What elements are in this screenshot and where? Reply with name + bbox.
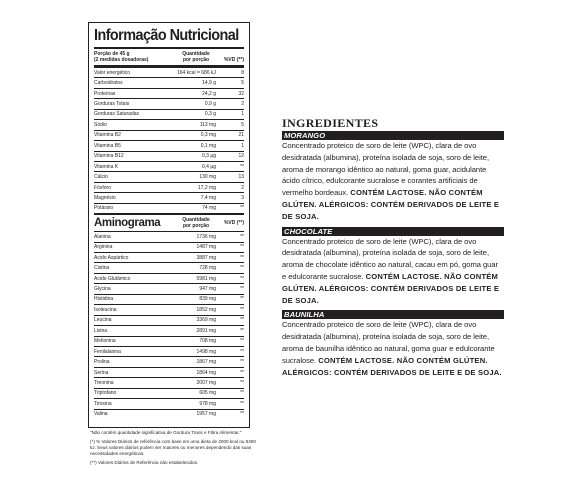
row-daily-value: ** [240,275,244,282]
table-row [94,67,244,77]
row-label: Potássio [94,205,114,212]
row-quantity: 1852 mg [196,306,216,313]
table-row [94,325,244,335]
row-quantity: 1487 mg [196,244,216,251]
row-label: Valor energético [94,69,131,76]
row-quantity: 113 mg [199,121,216,128]
row-quantity: 1957 mg [196,411,216,418]
table-row [94,109,244,119]
row-label: Treonina [94,379,114,386]
flavor-label: MORANGO [282,131,504,140]
row-daily-value: ** [240,379,244,386]
row-daily-value: ** [240,369,244,376]
table-row [94,182,244,192]
row-label: Carboidratos [94,80,123,87]
table-row [94,304,244,314]
amino-qty-header: Quantidade [182,217,210,224]
flavor-block-chocolate [282,227,504,307]
ingredients-text: Concentrado proteico de soro de leite (WPC), clara de ovo desidratada (albumina), proteína isolada de soja, soro de leite, aroma de morango idêntico ao natural, goma guar, acidulante ácido cítrico, edulcorante sucralose e corantes artificiais de vermelho bordeaux. [282,141,490,198]
aminogram-header [94,213,244,231]
table-row [94,77,244,87]
table-row [94,88,244,98]
row-quantity: 130 mg [199,174,216,181]
row-quantity: 7,4 mg [200,194,216,201]
flavor-block-morango [282,131,504,223]
row-quantity: 0,3 µg [201,153,216,160]
row-label: Cálcio [94,174,108,181]
row-label: Serina [94,369,109,376]
qty-sub-header: por porção [182,57,210,63]
row-label: Lisina [94,327,108,334]
table-row [94,409,244,419]
row-quantity: 0,4 µg [201,163,216,170]
table-row [94,294,244,304]
row-daily-value: 1 [241,111,244,118]
row-daily-value: 8 [241,69,244,76]
row-quantity: 74 mg [202,205,216,212]
aminogram-title: Aminograma [94,217,161,230]
row-daily-value: ** [240,411,244,418]
row-label: Tirosina [94,400,112,407]
row-label: Proteínas [94,90,116,97]
row-daily-value: 5 [241,80,244,87]
row-quantity: 1736 mg [196,233,216,240]
row-label: Vitamina B12 [94,153,124,160]
row-quantity: 2007 mg [196,379,216,386]
row-label: Gorduras Saturadas [94,111,140,118]
footnote-trans-fat: "Não contém quantidade significativa de Gordura Trans e Fibra Alimentar." [90,430,242,435]
flavor-label: BAUNILHA [282,310,504,319]
footnote-daily-values: (*) % Valores Diários de referência com base em uma dieta de 2000 kcal ou 8400 kJ. Seus valores diários podem ser maiores ou menores dependendo das suas necessidades energéticas. [90,438,256,457]
row-quantity: 1498 mg [196,348,216,355]
row-daily-value: 1 [241,142,244,149]
row-quantity: 164 kcal = 686 kJ [176,69,216,76]
row-quantity: 0,3 g [204,111,216,118]
table-row [94,171,244,181]
table-row [94,398,244,408]
table-row [94,252,244,262]
table-row [94,151,244,161]
table-row [94,377,244,387]
row-daily-value: ** [240,286,244,293]
row-label: Metionina [94,338,116,345]
row-label: Valina [94,411,108,418]
nutrition-facts-panel [88,22,250,428]
row-quantity: 17,2 mg [197,184,216,191]
row-daily-value: ** [240,163,244,170]
row-label: Magnésio [94,194,116,201]
row-quantity: 0,9 g [204,101,216,108]
row-daily-value: ** [240,265,244,272]
portion-sub-label: (2 medidas dosadoras) [94,57,149,63]
row-daily-value: ** [240,254,244,261]
row-label: Triptofano [94,390,117,397]
table-row [94,192,244,202]
qty-header: Quantidade [182,51,210,57]
row-label: Vitamina K [94,163,119,170]
row-daily-value: ** [240,317,244,324]
ingredients-title: INGREDIENTES [282,118,379,130]
table-row [94,367,244,377]
row-quantity: 947 mg [199,286,216,293]
row-quantity: 0,3 mg [200,132,216,139]
row-label: Ácido Glutâmico [94,275,131,282]
row-quantity: 605 mg [199,390,216,397]
vd-header: %VD (**) [223,57,244,63]
row-quantity: 14,9 g [202,80,216,87]
row-daily-value: 3 [241,194,244,201]
aminogram-table [94,231,244,419]
table-row [94,273,244,283]
table-row [94,336,244,346]
row-label: Histidina [94,296,114,303]
row-daily-value: ** [240,390,244,397]
row-label: Vitamina B5 [94,142,121,149]
ingredients-section [282,118,504,382]
row-daily-value: 2 [241,101,244,108]
row-label: Vitamina B2 [94,132,121,139]
row-daily-value: ** [240,296,244,303]
row-daily-value: 13 [238,174,244,181]
table-row [94,388,244,398]
row-daily-value: 12 [238,153,244,160]
table-row [94,119,244,129]
row-quantity: 839 mg [199,296,216,303]
row-label: Ácido Aspártico [94,254,129,261]
amino-vd-header: %VD (**) [223,220,244,227]
row-quantity: 5981 mg [196,275,216,282]
row-daily-value: ** [240,348,244,355]
row-label: Fósforo [94,184,111,191]
row-daily-value: ** [240,205,244,212]
row-label: Glycina [94,286,111,293]
table-row [94,231,244,241]
ingredients-text: Concentrado proteico de soro de leite (WPC), clara de ovo desidratada (albumina), proteína isolada de soja, soro de leite, aroma de chocolate idêntico ao natural, cacau em pó, goma guar e edulcorante sucralose. [282,236,498,281]
amino-qty-sub-header: por porção [182,223,210,230]
table-row [94,242,244,252]
row-quantity: 0,1 mg [200,142,216,149]
row-daily-value: 2 [241,184,244,191]
row-quantity: 1867 mg [196,359,216,366]
row-label: Alanina [94,233,111,240]
portion-label: Porção de 45 g [94,51,130,57]
allergen-warning: CONTÉM LACTOSE. NÃO CONTÉM GLÚTEN. ALÉRGICOS: CONTÉM DERIVADOS DE LEITE E DE SOJA. [282,271,500,305]
table-row [94,315,244,325]
nutrition-table [94,67,244,213]
row-daily-value: ** [240,338,244,345]
row-daily-value: ** [240,327,244,334]
row-label: Isoleucina [94,306,117,313]
row-quantity: 3887 mg [196,254,216,261]
row-quantity: 978 mg [199,400,216,407]
row-label: Cistina [94,265,110,272]
row-quantity: 1864 mg [196,369,216,376]
row-label: Prolina [94,359,110,366]
row-quantity: 728 mg [199,265,216,272]
table-row [94,262,244,272]
row-label: Leucina [94,317,112,324]
table-row [94,130,244,140]
row-label: Arginina [94,244,113,251]
flavor-block-baunilha [282,310,504,378]
table-row [94,98,244,108]
row-daily-value: ** [240,233,244,240]
table-row [94,140,244,150]
row-daily-value: 21 [238,132,244,139]
row-daily-value: ** [240,359,244,366]
allergen-warning: CONTÉM LACTOSE. NÃO CONTÉM GLÚTEN. ALÉRGICOS: CONTÉM DERIVADOS DE LEITE E DE SOJA. [282,188,500,221]
row-label: Fenilalanina [94,348,121,355]
footnotes [90,430,260,469]
allergen-warning: CONTÉM LACTOSE. NÃO CONTÉM GLÚTEN. ALÉRGICOS: CONTÉM DERIVADOS DE LEITE E DE SOJA. [282,355,502,377]
row-daily-value: ** [240,400,244,407]
row-quantity: 708 mg [199,338,216,345]
table-row [94,356,244,366]
row-label: Gorduras Totais [94,101,130,108]
nutrition-title: Informação Nutricional [94,27,239,44]
flavor-label: CHOCOLATE [282,227,504,236]
table-row [94,283,244,293]
row-quantity: 2891 mg [196,327,216,334]
table-row [94,346,244,356]
footnote-not-established: (**) Valores Diários de Referência não estabelecidos. [90,460,199,466]
table-row [94,161,244,171]
row-quantity: 24,2 g [202,90,216,97]
row-daily-value: ** [240,244,244,251]
ingredients-text: Concentrado proteico de soro de leite (WPC), clara de ovo desidratada (albumina), proteína isolada de soja, soro de leite, aroma de baunilha idêntico ao natural, goma guar e edulcorante sucralose. [282,320,495,365]
row-daily-value: ** [240,306,244,313]
nutrition-header [94,49,244,65]
row-daily-value: 5 [241,121,244,128]
row-label: Sódio [94,121,107,128]
row-daily-value: 32 [238,90,244,97]
table-row [94,203,244,213]
row-quantity: 3369 mg [196,317,216,324]
